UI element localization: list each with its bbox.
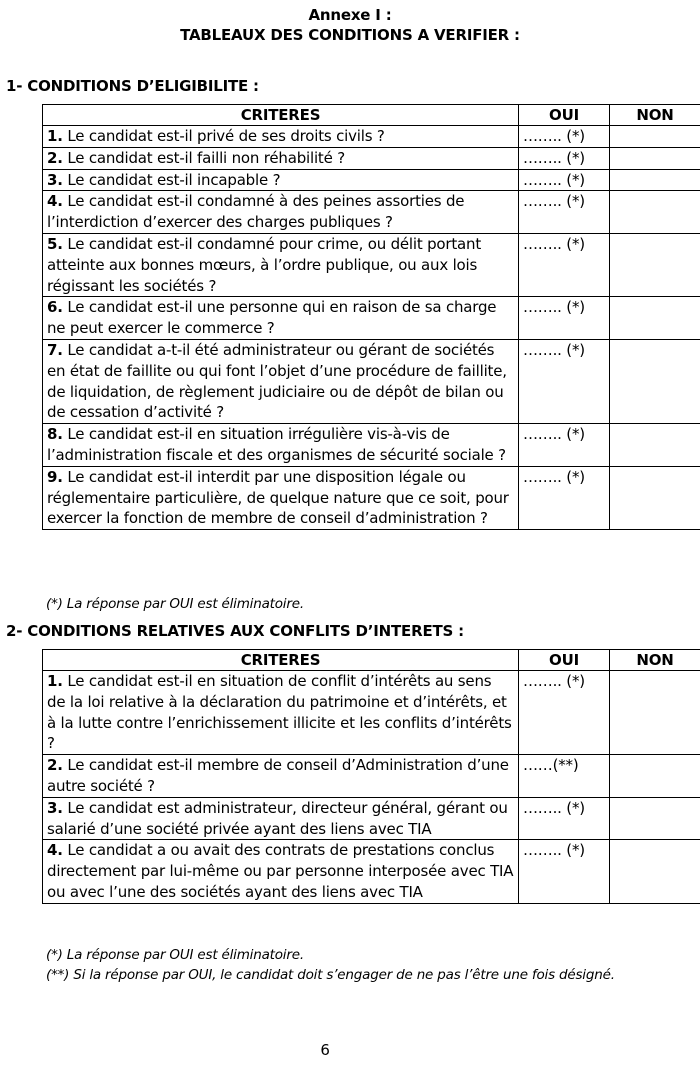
table-header-row: [43, 650, 700, 671]
non-answer-cell[interactable]: [610, 169, 700, 191]
table-row: [43, 840, 700, 903]
criterion-number: 3.: [47, 170, 63, 189]
criterion-cell: [43, 169, 519, 191]
criterion-cell: [43, 191, 519, 234]
annex-header: [0, 0, 700, 45]
oui-answer-cell[interactable]: …….. (*): [519, 126, 610, 148]
column-header-criteres: CRITERES: [43, 650, 519, 671]
table-row: [43, 126, 700, 148]
criterion-cell: [43, 424, 519, 467]
non-answer-cell[interactable]: [610, 147, 700, 169]
criterion-number: 6.: [47, 298, 63, 317]
criterion-number: 2.: [47, 148, 63, 167]
conflicts-table: [42, 649, 700, 904]
criterion-cell: [43, 126, 519, 148]
table-row: [43, 755, 700, 798]
criterion-text: Le candidat est-il une personne qui en raison de sa charge ne peut exercer le commerce ?: [47, 298, 497, 338]
criterion-text: Le candidat est-il en situation irrégulière vis-à-vis de l’administration fiscale et des organismes de sécurité sociale ?: [47, 425, 506, 464]
criterion-number: 4.: [47, 841, 63, 860]
section1-title: 1- CONDITIONS D’ELIGIBILITE :: [6, 77, 259, 95]
table-header-row: [43, 105, 700, 126]
section2-title: 2- CONDITIONS RELATIVES AUX CONFLITS D’INTERETS :: [6, 622, 464, 640]
section2-note-1: (*) La réponse par OUI est éliminatoire.: [46, 947, 304, 963]
criterion-cell: [43, 671, 519, 755]
criterion-text: Le candidat est-il interdit par une disposition légale ou réglementaire particulière, de quelque nature que ce soit, pour exercer la fonction de membre de conseil d’administration ?: [47, 467, 509, 528]
column-header-non: NON: [610, 105, 700, 126]
column-header-non: NON: [610, 650, 700, 671]
section1-note: (*) La réponse par OUI est éliminatoire.: [46, 596, 304, 612]
criterion-number: 1.: [47, 672, 63, 690]
criterion-text: Le candidat est administrateur, directeur général, gérant ou salarié d’une société privée ayant des liens avec TIA: [47, 798, 508, 838]
criterion-text: Le candidat est-il condamné pour crime, ou délit portant atteinte aux bonnes mœurs, à l’ordre publique, ou aux lois régissant les sociétés ?: [47, 234, 482, 295]
criterion-cell: [43, 339, 519, 423]
eligibility-table: [42, 104, 700, 530]
oui-answer-cell[interactable]: ……(**): [519, 755, 610, 798]
non-answer-cell[interactable]: [610, 671, 700, 755]
oui-answer-cell[interactable]: …….. (*): [519, 671, 610, 755]
non-answer-cell[interactable]: [610, 339, 700, 423]
oui-answer-cell[interactable]: …….. (*): [519, 840, 610, 903]
page-number: 6: [320, 1041, 330, 1059]
criterion-text: Le candidat a-t-il été administrateur ou gérant de sociétés en état de faillite ou qui font l’objet d’une procédure de faillite, de liquidation, de règlement judiciaire ou de dépôt de bilan ou de cessation d’activité ?: [47, 340, 507, 422]
criterion-text: Le candidat est-il failli non réhabilité ?: [67, 148, 345, 167]
oui-answer-cell[interactable]: …….. (*): [519, 339, 610, 423]
criterion-number: 5.: [47, 234, 63, 253]
oui-answer-cell[interactable]: …….. (*): [519, 297, 610, 340]
criterion-cell: [43, 466, 519, 529]
oui-answer-cell[interactable]: …….. (*): [519, 797, 610, 840]
non-answer-cell[interactable]: [610, 840, 700, 903]
section2-note-2: (**) Si la réponse par OUI, le candidat doit s’engager de ne pas l’être une fois désigné.: [46, 967, 615, 983]
criterion-cell: [43, 797, 519, 840]
criterion-cell: [43, 840, 519, 903]
criterion-text: Le candidat est-il incapable ?: [67, 170, 281, 189]
criterion-text: Le candidat est-il membre de conseil d’Administration d’une autre société ?: [47, 756, 509, 795]
annex-subtitle: TABLEAUX DES CONDITIONS A VERIFIER :: [180, 26, 520, 44]
non-answer-cell[interactable]: [610, 126, 700, 148]
oui-answer-cell[interactable]: …….. (*): [519, 169, 610, 191]
criterion-number: 2.: [47, 756, 63, 775]
oui-answer-cell[interactable]: …….. (*): [519, 191, 610, 234]
oui-answer-cell[interactable]: …….. (*): [519, 466, 610, 529]
non-answer-cell[interactable]: [610, 424, 700, 467]
column-header-oui: OUI: [519, 105, 610, 126]
criterion-text: Le candidat a ou avait des contrats de prestations conclus directement par lui-même ou par personne interposée avec TIA ou avec l’une des sociétés ayant des liens avec TIA: [47, 841, 514, 901]
table-row: [43, 169, 700, 191]
table-row: [43, 424, 700, 467]
criterion-number: 1.: [47, 127, 63, 145]
criterion-cell: [43, 755, 519, 798]
table-row: [43, 797, 700, 840]
non-answer-cell[interactable]: [610, 755, 700, 798]
criterion-number: 3.: [47, 798, 63, 817]
criterion-number: 8.: [47, 425, 63, 444]
criterion-text: Le candidat est-il en situation de conflit d’intérêts au sens de la loi relative à la déclaration du patrimoine et d’intérêts, et à la lutte contre l’enrichissement illicite et les conflits d’intérêts ?: [47, 672, 512, 753]
column-header-oui: OUI: [519, 650, 610, 671]
criterion-number: 4.: [47, 192, 63, 211]
criterion-cell: [43, 297, 519, 340]
criterion-cell: [43, 147, 519, 169]
non-answer-cell[interactable]: [610, 297, 700, 340]
non-answer-cell[interactable]: [610, 233, 700, 296]
annex-title: Annexe I :: [308, 6, 392, 24]
non-answer-cell[interactable]: [610, 797, 700, 840]
oui-answer-cell[interactable]: …….. (*): [519, 147, 610, 169]
table-row: [43, 339, 700, 423]
oui-answer-cell[interactable]: …….. (*): [519, 233, 610, 296]
eligibility-table-body: [43, 126, 700, 530]
criterion-number: 9.: [47, 467, 63, 486]
table-row: [43, 466, 700, 529]
table-row: [43, 191, 700, 234]
table-row: [43, 297, 700, 340]
oui-answer-cell[interactable]: …….. (*): [519, 424, 610, 467]
table-row: [43, 147, 700, 169]
criterion-number: 7.: [47, 340, 63, 359]
table-row: [43, 671, 700, 755]
non-answer-cell[interactable]: [610, 466, 700, 529]
column-header-criteres: CRITERES: [43, 105, 519, 126]
conflicts-table-body: [43, 671, 700, 904]
table-row: [43, 233, 700, 296]
criterion-text: Le candidat est-il condamné à des peines assorties de l’interdiction d’exercer des charges publiques ?: [47, 192, 465, 232]
non-answer-cell[interactable]: [610, 191, 700, 234]
criterion-text: Le candidat est-il privé de ses droits civils ?: [67, 127, 385, 145]
criterion-cell: [43, 233, 519, 296]
